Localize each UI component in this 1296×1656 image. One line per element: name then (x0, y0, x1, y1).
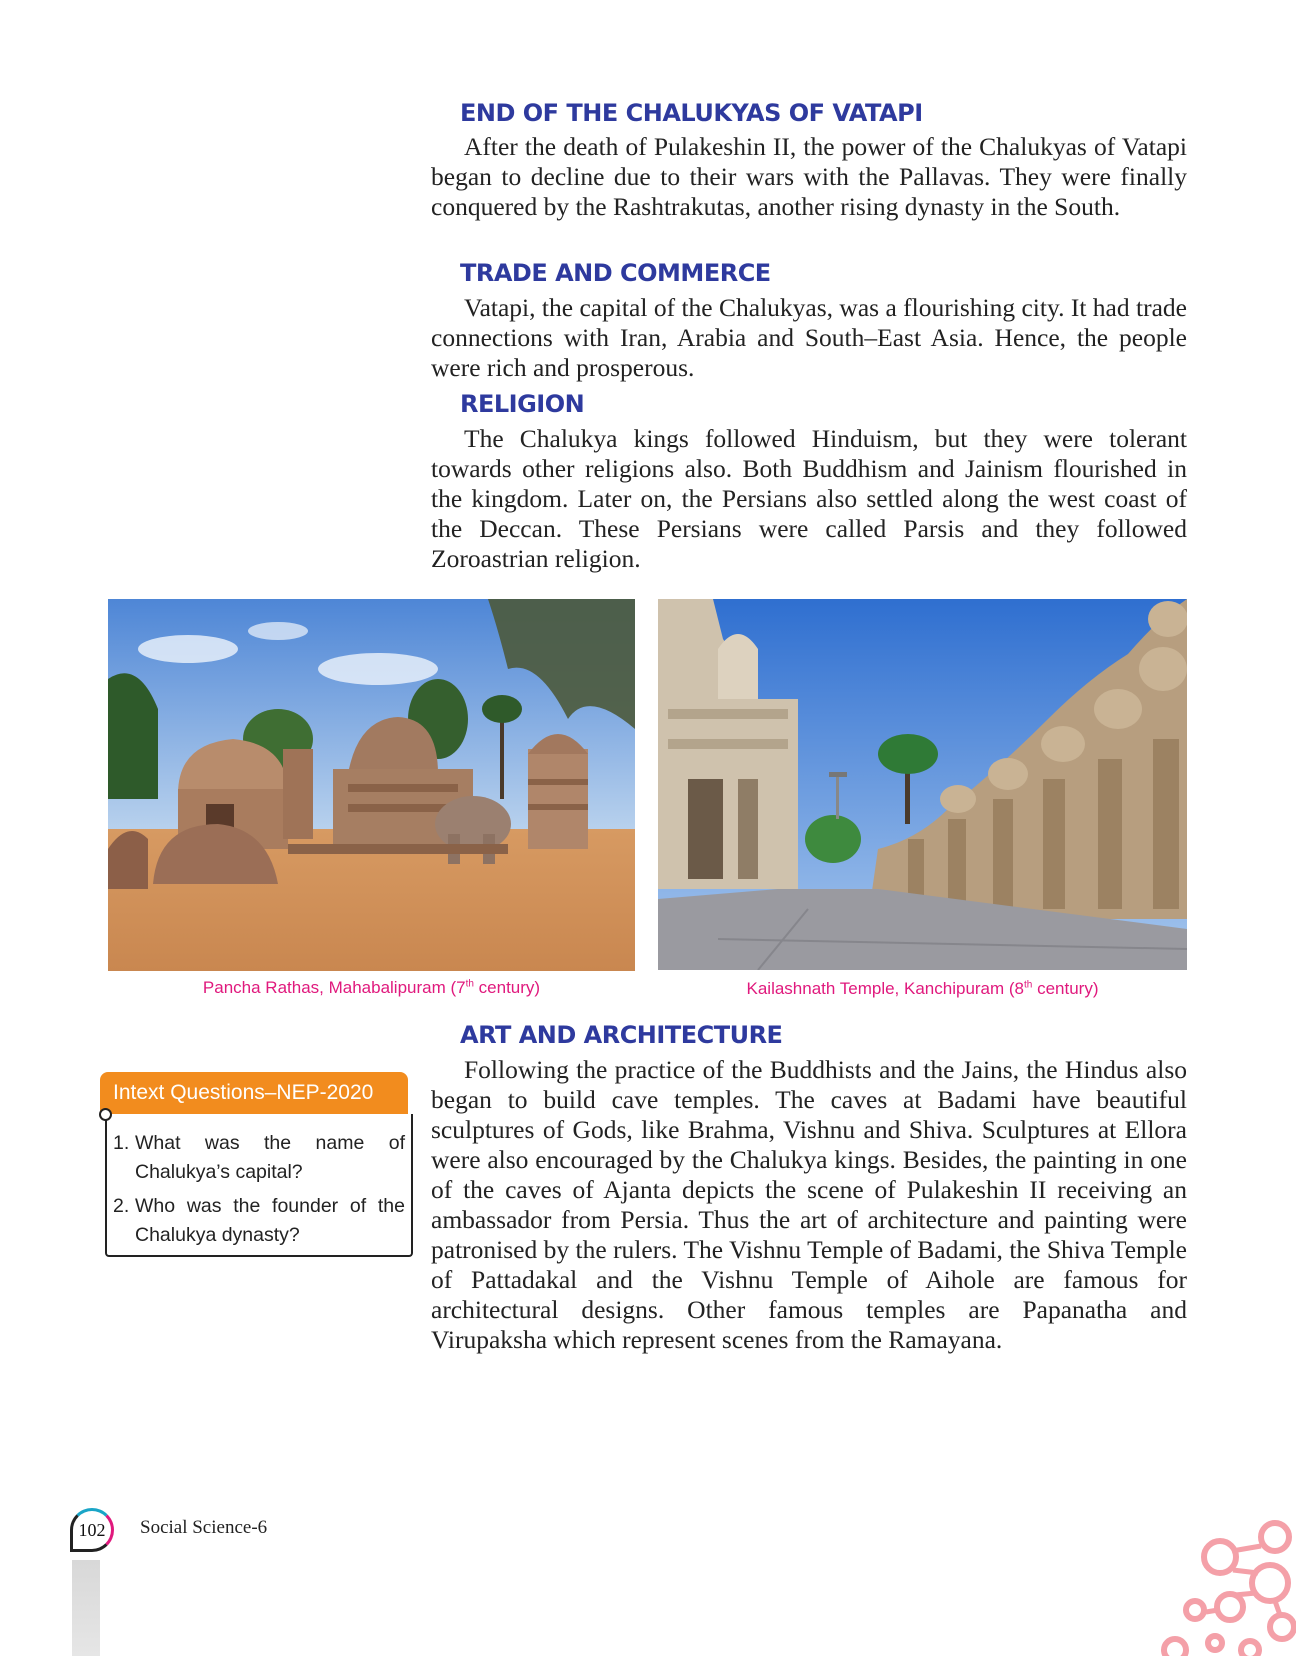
intext-question-1 (113, 1129, 405, 1187)
footer-strip (72, 1560, 100, 1656)
heading-art-and-architecture: ART AND ARCHITECTURE (460, 1021, 783, 1049)
caption-right-main: Kailashnath Temple, Kanchipuram (8 (746, 979, 1025, 998)
caption-kailashnath-temple (658, 979, 1187, 999)
intext-question-2 (113, 1192, 405, 1250)
paragraph-religion: The Chalukya kings followed Hinduism, but they were tolerant towards other religions also. Both Buddhism and Jainism flourished in the kingdom. Later on, the Persians also settled along the west coast of the Deccan. These Persians were called Parsis and they followed Zoroastrian religion. (431, 424, 1187, 573)
heading-trade-and-commerce: TRADE AND COMMERCE (460, 259, 771, 287)
question-text-line: Who was the founder of the (135, 1195, 405, 1217)
caption-left-superscript: th (465, 978, 474, 990)
photo-pancha-rathas (108, 599, 635, 971)
intext-questions-box (105, 1114, 413, 1257)
book-title: Social Science-6 (140, 1517, 268, 1538)
heading-religion: RELIGION (460, 390, 585, 418)
paragraph-trade-and-commerce: Vatapi, the capital of the Chalukyas, was a flourishing city. It had trade connections with Iran, Arabia and South–East Asia. Hence, the people were rich and prosperous. (431, 293, 1187, 382)
connector-dot-icon (99, 1108, 112, 1121)
intext-questions-title: Intext Questions–NEP-2020 (100, 1072, 408, 1114)
heading-end-of-chalukyas: END OF THE CHALUKYAS OF VATAPI (460, 99, 923, 127)
photo-kailashnath-temple (658, 599, 1187, 970)
caption-right-end: century) (1032, 979, 1099, 998)
caption-right-superscript: th (1024, 979, 1033, 991)
question-text-line: What was the name of (135, 1132, 405, 1154)
question-text-line: Chalukya’s capital? (135, 1161, 303, 1183)
decorative-rings-icon (1120, 1515, 1296, 1656)
question-number: 1. (113, 1132, 130, 1154)
caption-left-main: Pancha Rathas, Mahabalipuram (7 (202, 978, 466, 997)
question-number: 2. (113, 1195, 130, 1217)
caption-pancha-rathas (108, 978, 635, 998)
paragraph-end-of-chalukyas: After the death of Pulakeshin II, the power of the Chalukyas of Vatapi began to decline due to their wars with the Pallavas. They were finally conquered by the Rashtrakutas, another rising dynasty in the South. (431, 132, 1187, 221)
page-number: 102 (70, 1508, 114, 1552)
caption-left-end: century) (473, 978, 541, 997)
paragraph-art-and-architecture: Following the practice of the Buddhists and the Jains, the Hindus also began to build cave temples. The caves at Badami have beautiful sculptures of Gods, like Brahma, Vishnu and Shiva. Sculptures at Ellora were also encouraged by the Chalukya kings. Besides, the painting in one of the caves of Ajanta depicts the scene of Pulakeshin II receiving an ambassador from Persia. Thus the art of architecture and painting were patronised by the rulers. The Vishnu Temple of Badami, the Shiva Temple of Pattadakal and the Vishnu Temple of Aihole are famous for architectural designs. Other famous temples are Papanatha and Virupaksha which represent scenes from the Ramayana. (431, 1055, 1187, 1354)
question-text-line: Chalukya dynasty? (135, 1224, 300, 1246)
